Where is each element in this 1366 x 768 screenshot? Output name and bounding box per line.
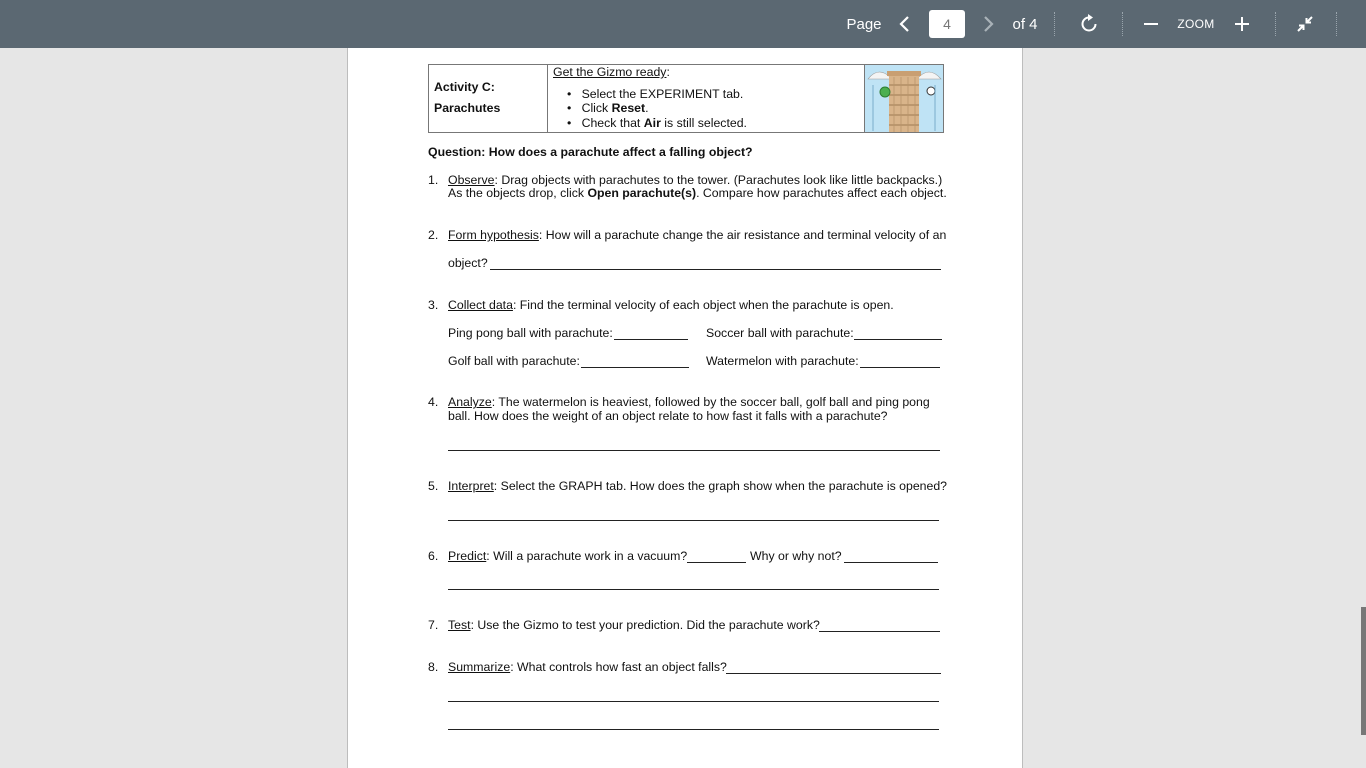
question-number: 5.	[428, 479, 439, 493]
bullet-item: • Click Reset.	[567, 101, 649, 115]
page-label-text: Page	[846, 15, 882, 33]
question-number: 3.	[428, 298, 439, 312]
q6-text: Why or why not?	[750, 549, 842, 563]
answer-line[interactable]	[844, 562, 938, 563]
ready-heading-text: Get the Gizmo ready	[553, 65, 667, 79]
answer-line[interactable]	[819, 631, 940, 632]
q4-label: Analyze	[448, 395, 492, 409]
zoom-in-button[interactable]	[1229, 0, 1255, 48]
q3-line	[448, 298, 894, 312]
viewer-toolbar	[0, 0, 1366, 48]
rotate-button[interactable]	[1074, 0, 1104, 48]
q1-line	[448, 186, 947, 200]
q3-text: : Find the terminal velocity of each object when the parachute is open.	[512, 298, 894, 312]
zoom-label	[1172, 0, 1220, 48]
chevron-left-icon	[898, 15, 912, 33]
bullet-bold: Air	[643, 116, 661, 130]
bullet-text: is still selected.	[660, 116, 747, 130]
question-number: 2.	[428, 228, 439, 242]
answer-line[interactable]	[726, 673, 941, 674]
q1-text: : Drag objects with parachutes to the tower. (Parachutes look like little backpacks.)	[494, 173, 943, 187]
toolbar-divider	[1275, 12, 1276, 36]
watermelon-label: Watermelon with parachute:	[706, 354, 859, 368]
q2-line	[448, 228, 946, 242]
bullet-item: • Select the EXPERIMENT tab.	[567, 87, 744, 101]
toolbar-divider	[1336, 12, 1337, 36]
answer-line[interactable]	[448, 520, 939, 521]
q7-text: : Use the Gizmo to test your prediction. Did the parachute work?	[470, 618, 820, 632]
q1-line	[448, 173, 942, 187]
answer-line[interactable]	[448, 589, 939, 590]
bullet-text: Click	[581, 101, 612, 115]
q2-text: : How will a parachute change the air resistance and terminal velocity of an	[538, 228, 947, 242]
plus-icon	[1234, 16, 1250, 32]
answer-line[interactable]	[687, 562, 746, 563]
next-page-button[interactable]	[976, 0, 1000, 48]
q1-text: As the objects drop, click	[448, 186, 588, 200]
q8-label: Summarize	[448, 660, 511, 674]
soccer-label: Soccer ball with parachute:	[706, 326, 854, 340]
page-count	[1008, 0, 1042, 48]
q2-label: Form hypothesis	[448, 228, 539, 242]
activity-header-table	[428, 64, 944, 133]
document-content	[348, 48, 1022, 768]
q2-text: object?	[448, 256, 488, 270]
table-divider	[547, 65, 548, 132]
tower-thumbnail	[865, 65, 943, 132]
zoom-out-button[interactable]	[1138, 0, 1164, 48]
answer-line[interactable]	[490, 269, 941, 270]
q4-text: ball. How does the weight of an object relate to how fast it falls with a parachute?	[448, 409, 888, 423]
question-number: 8.	[428, 660, 439, 674]
q3-label: Collect data	[448, 298, 513, 312]
question-number: 7.	[428, 618, 439, 632]
answer-line[interactable]	[448, 729, 939, 730]
bullet-item: • Check that Air is still selected.	[567, 116, 747, 130]
q1-text: . Compare how parachutes affect each object.	[696, 186, 947, 200]
bullet-bold: Reset	[611, 101, 646, 115]
activity-name: Parachutes	[434, 101, 501, 115]
q6-line	[448, 549, 687, 563]
question-number: 4.	[428, 395, 439, 409]
activity-title: Activity C:	[434, 80, 495, 94]
minus-icon	[1143, 16, 1159, 32]
page-count-text: of 4	[1012, 15, 1038, 33]
bullet-text: Select the EXPERIMENT tab.	[581, 87, 744, 101]
page-number-input[interactable]: 4	[929, 10, 965, 38]
answer-line[interactable]	[854, 339, 942, 340]
toolbar-divider	[1122, 12, 1123, 36]
q4-line	[448, 395, 930, 409]
chevron-right-icon	[981, 15, 995, 33]
q5-label: Interpret	[448, 479, 494, 493]
bullet-text: Check that	[581, 116, 644, 130]
ready-heading: Get the Gizmo ready:	[553, 65, 670, 79]
q4-text: : The watermelon is heaviest, followed by the soccer ball, golf ball and ping pong	[491, 395, 930, 409]
document-page	[347, 48, 1023, 768]
ping-pong-label: Ping pong ball with parachute:	[448, 326, 613, 340]
answer-line[interactable]	[614, 339, 688, 340]
scrollbar-thumb[interactable]	[1361, 607, 1366, 735]
zoom-label-text: ZOOM	[1177, 17, 1215, 31]
answer-line[interactable]	[448, 701, 939, 702]
answer-line[interactable]	[448, 450, 940, 451]
exit-fullscreen-button[interactable]	[1292, 0, 1318, 48]
previous-page-button[interactable]	[893, 0, 917, 48]
question-number: 1.	[428, 173, 439, 187]
q6-label: Predict	[448, 549, 487, 563]
bullet-text: .	[645, 101, 649, 115]
toolbar-divider	[1054, 12, 1055, 36]
q8-line	[448, 660, 727, 674]
question-number: 6.	[428, 549, 439, 563]
answer-line[interactable]	[581, 367, 689, 368]
q8-text: : What controls how fast an object falls?	[510, 660, 727, 674]
q6-text: : Will a parachute work in a vacuum?	[486, 549, 688, 563]
question-heading: Question: How does a parachute affect a falling object?	[428, 145, 753, 159]
q5-line	[448, 479, 947, 493]
q7-label: Test	[448, 618, 471, 632]
rotate-icon	[1078, 13, 1100, 35]
q5-text: : Select the GRAPH tab. How does the graph show when the parachute is opened?	[493, 479, 948, 493]
answer-line[interactable]	[860, 367, 940, 368]
page-label	[840, 0, 888, 48]
q1-label: Observe	[448, 173, 495, 187]
golf-label: Golf ball with parachute:	[448, 354, 580, 368]
q7-line	[448, 618, 820, 632]
collapse-icon	[1296, 15, 1314, 33]
q1-bold: Open parachute(s)	[587, 186, 697, 200]
